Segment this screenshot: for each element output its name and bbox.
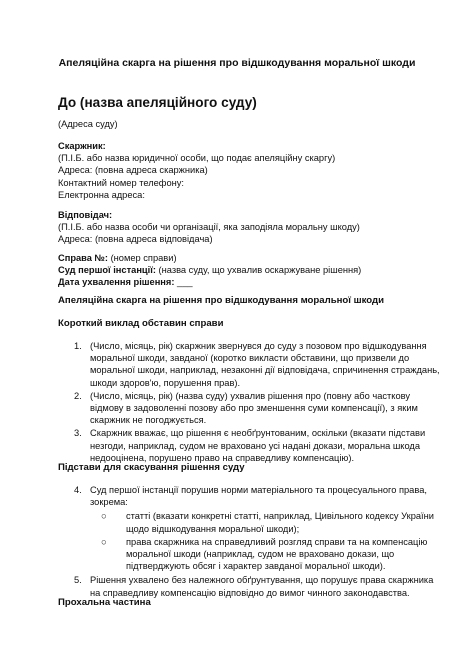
respondent-block — [58, 209, 360, 246]
first-instance-court-value: (назва суду, що ухвалив оскаржуване рішення) — [155, 265, 362, 276]
bullet-item-line: підтверджують обсяг і характер завданої моральної шкоди). — [126, 561, 386, 572]
list-item — [58, 574, 438, 598]
list-item-line: (Число, місяць, рік) скаржник звернувся до суду з позовом про відшкодування — [90, 341, 427, 351]
list-item — [58, 427, 438, 464]
list-item-line: на справедливу компенсацію відповідно до вимог чинного законодавства. — [90, 587, 410, 598]
list-number: 5. — [74, 575, 82, 586]
list-item-line: Суд першої інстанції порушив норми матеріального та процесуального права, — [90, 485, 427, 495]
respondent-line: Адреса: (повна адреса відповідача) — [58, 234, 213, 245]
list-item-line: недооцінена, порушено право на справедливу компенсацію). — [90, 452, 355, 463]
bullet-list-wrapper — [58, 510, 438, 572]
bullet-item-line: статті (вказати конкретні статті, наприклад, Цивільного кодексу України — [126, 511, 434, 522]
document-title: Апеляційна скарга на рішення про відшкодування моральної шкоди — [58, 57, 416, 69]
appellant-label: Скаржник: — [58, 141, 106, 151]
decision-date — [58, 276, 361, 288]
appellant-block — [58, 140, 335, 201]
bullet-item-line: права скаржника на справедливий розгляд справи та на компенсацію — [126, 536, 428, 547]
list-number: 3. — [74, 428, 82, 439]
final-heading: Прохальна частина — [58, 597, 151, 608]
list-item-line: скаржник не погоджується. — [90, 415, 207, 426]
section-title: Апеляційна скарга на рішення про відшкодування моральної шкоди — [58, 295, 385, 306]
grounds-heading: Підстави для скасування рішення суду — [58, 462, 245, 473]
court-address — [58, 118, 118, 130]
bullet-list — [58, 510, 438, 572]
bullet-item-line: щодо відшкодування моральної шкоди); — [126, 523, 300, 534]
list-number: 1. — [74, 341, 82, 351]
bullet-item — [58, 510, 438, 534]
summary-list — [58, 340, 438, 464]
case-number — [58, 252, 361, 264]
list-number: 2. — [74, 390, 82, 401]
bullet-icon: ○ — [101, 511, 107, 522]
appellant-line: Електронна адреса: — [58, 189, 145, 200]
list-item-line: (Число, місяць, рік) (назва суду) ухвалив рішення про (повну або часткову — [90, 390, 410, 401]
respondent-label: Відповідач: — [58, 210, 113, 220]
first-instance-court-label: Суд першої інстанції: — [58, 265, 156, 276]
list-item — [58, 484, 438, 508]
bullet-item — [58, 536, 438, 573]
list-item-line: відмову в задоволенні позову або про зменшення суми компенсації), з яким — [90, 403, 418, 414]
case-number-label: Справа №: — [58, 253, 108, 263]
list-item-line: Скаржник вважає, що рішення є необґрунтованим, оскільки (вказати підстави — [90, 428, 426, 439]
list-number: 4. — [74, 485, 82, 495]
list-item-line: незгоди, наприклад, судом не враховано усі надані докази, моральна шкода — [90, 440, 421, 451]
bullet-icon: ○ — [101, 536, 107, 547]
bullet-item-line: моральної шкоди (наприклад, судом не враховано докази, що — [126, 549, 395, 560]
list-item-line: моральної шкоди, завданої (коротко викласти обставини, що призвели до — [90, 353, 410, 364]
list-item-line: шкоди здоров'ю, порушення прав). — [90, 377, 241, 388]
list-item-line: Рішення ухвалено без належного обґрунтування, що порушує права скаржника — [90, 575, 434, 586]
list-item — [58, 390, 438, 427]
list-item — [58, 340, 438, 389]
decision-date-label: Дата ухвалення рішення: — [58, 277, 175, 288]
case-number-value: (номер справи) — [107, 253, 177, 263]
case-info-block — [58, 252, 361, 289]
list-item-line: моральної шкоди, наприклад, незаконні дії відповідача, спричинення страждань, — [90, 365, 440, 376]
court-heading: До (назва апеляційного суду) — [58, 95, 257, 110]
appellant-line: Адреса: (повна адреса скаржника) — [58, 165, 208, 176]
appellant-line: (П.І.Б. або назва юридичної особи, що подає апеляційну скаргу) — [58, 153, 336, 164]
court-address-text: (Адреса суду) — [58, 119, 118, 129]
summary-heading: Короткий виклад обставин справи — [58, 318, 224, 329]
first-instance-court — [58, 264, 361, 276]
respondent-line: (П.І.Б. або назва особи чи організації, яка заподіяла моральну шкоду) — [58, 222, 360, 233]
grounds-list — [58, 484, 438, 599]
appellant-line: Контактний номер телефону: — [58, 177, 184, 188]
decision-date-value: ___ — [174, 277, 193, 288]
list-item-line: зокрема: — [90, 497, 128, 508]
